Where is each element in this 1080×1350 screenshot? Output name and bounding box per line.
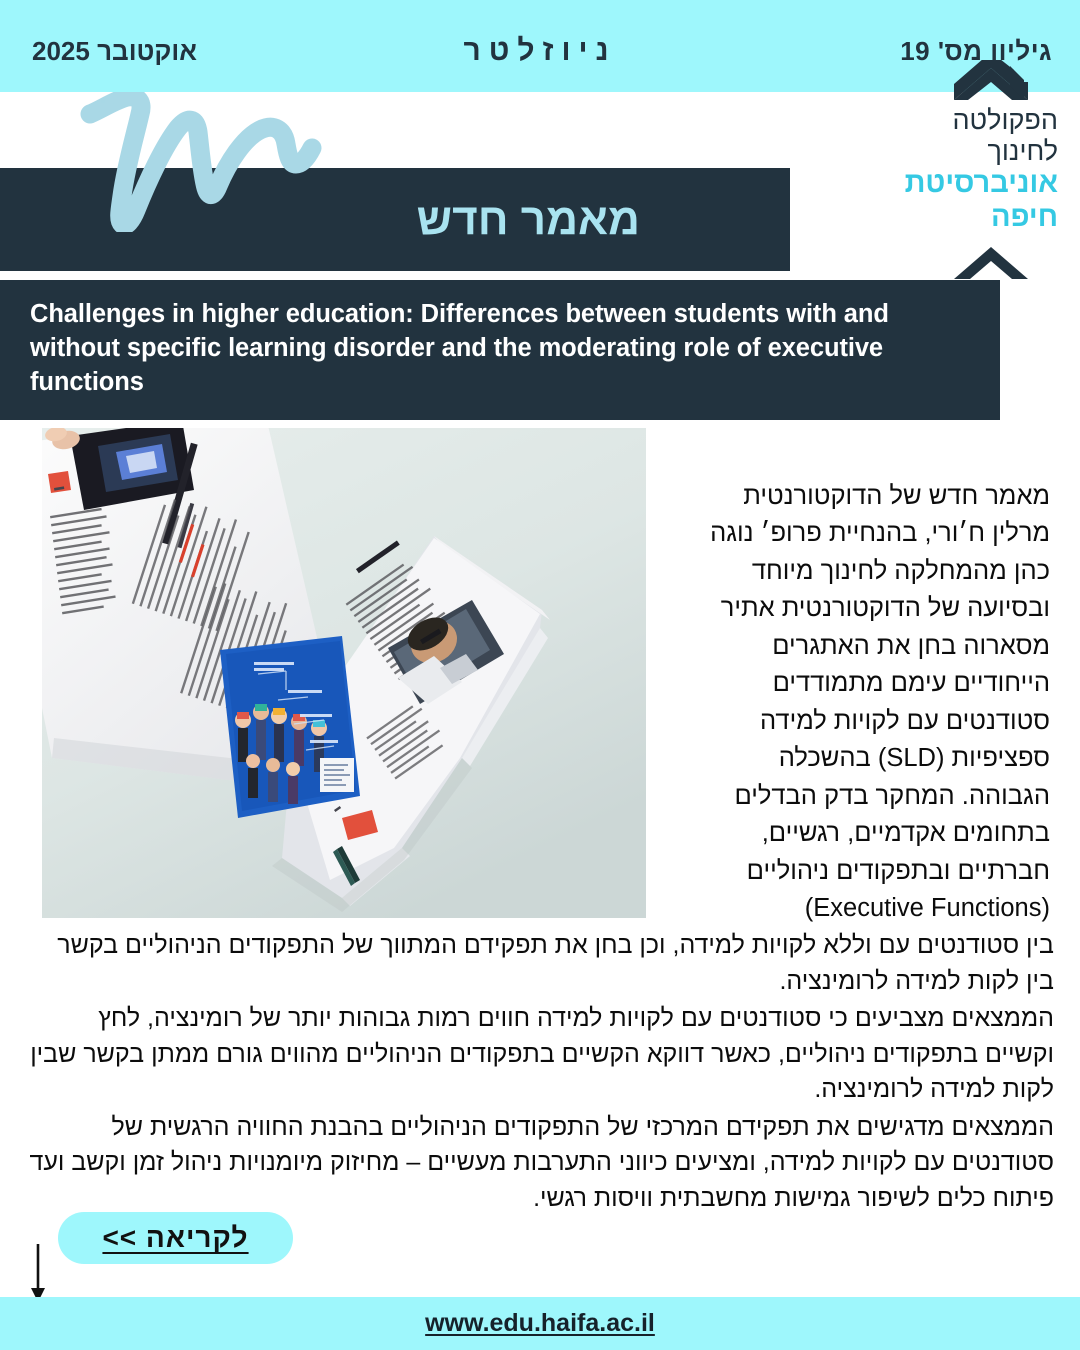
chevron-up-icon — [954, 243, 1028, 285]
article-intro-text: מאמר חדש של הדוקטורנטית מרלין ח׳ורי, בהנחיית פרופ׳ נוגה כהן מהמחלקה לחינוך מיוחד ובסיועה של הדוקטורנטית אתיר מסארוה בחן את האתגרים הייחודיים עימם מתמודדים סטודנטים עם לקויות למידה ספציפיות (SLD) בהשכלה הגבוהה. המחקר בדק הבדלים בתחומים אקדמיים, רגשיים, חברתיים ובתפקודים ניהוליים (Executive Functions) — [710, 482, 1050, 923]
issue-number-label: גיליון מס' 19 — [900, 36, 1052, 66]
logo-faculty-line2: לחינוך — [987, 135, 1058, 166]
article-english-title: Challenges in higher education: Differences between students with and without specific learning disorder and the moderating role of executive functions — [30, 300, 889, 396]
logo-university-line2: חיפה — [991, 200, 1058, 233]
article-title-strip — [0, 280, 1000, 420]
issue-date-label: אוקטובר 2025 — [32, 36, 198, 66]
newsletter-title: ניוזלטר — [463, 34, 617, 67]
article-paragraph: בין סטודנטים עם וללא לקויות למידה, וכן בחן את תפקידם המתווך של התפקודים הניהוליים בקשר בין לקות למידה לרומינציה. — [57, 931, 1054, 995]
logo-faculty-line1: הפקולטה — [952, 105, 1058, 135]
chevron-up-icon — [954, 60, 1028, 102]
magazine-photo-illustration — [42, 428, 646, 918]
logo-university-line1: אוניברסיטת — [904, 167, 1058, 200]
article-paragraph: הממצאים מצביעים כי סטודנטים עם לקויות למידה חווים רמות גבוהות יותר של רומינציה, לחץ וקשיים בתפקודים ניהוליים, כאשר דווקא הקשיים בתפקודים הניהוליים מהווים גורם ממתן בקשר שבין לקות למידה לרומינציה. — [30, 1004, 1054, 1103]
footer-bar — [0, 1297, 1080, 1350]
read-more-button[interactable] — [58, 1212, 293, 1264]
article-paragraph: הממצאים מדגישים את תפקידם המרכזי של התפקודים הניהוליים בהבנת החוויה הרגשית של סטודנטים עם לקויות למידה, ומציעים כיווני התערבות מעשיים – מחיזוק מיומנויות ניהול זמן וקשב ועד פיתוח כלים לשיפור גמישות מחשבתית וויסות רגשי. — [29, 1112, 1054, 1212]
read-more-label: לקריאה >> — [102, 1222, 249, 1253]
magazine-photo — [42, 428, 646, 918]
arrow-down-icon — [24, 1242, 52, 1304]
new-article-banner — [0, 168, 790, 271]
university-logo — [888, 60, 1058, 285]
banner-label: מאמר חדש — [416, 194, 640, 244]
article-body — [26, 928, 1054, 1218]
footer-website-link[interactable]: www.edu.haifa.ac.il — [425, 1309, 655, 1337]
